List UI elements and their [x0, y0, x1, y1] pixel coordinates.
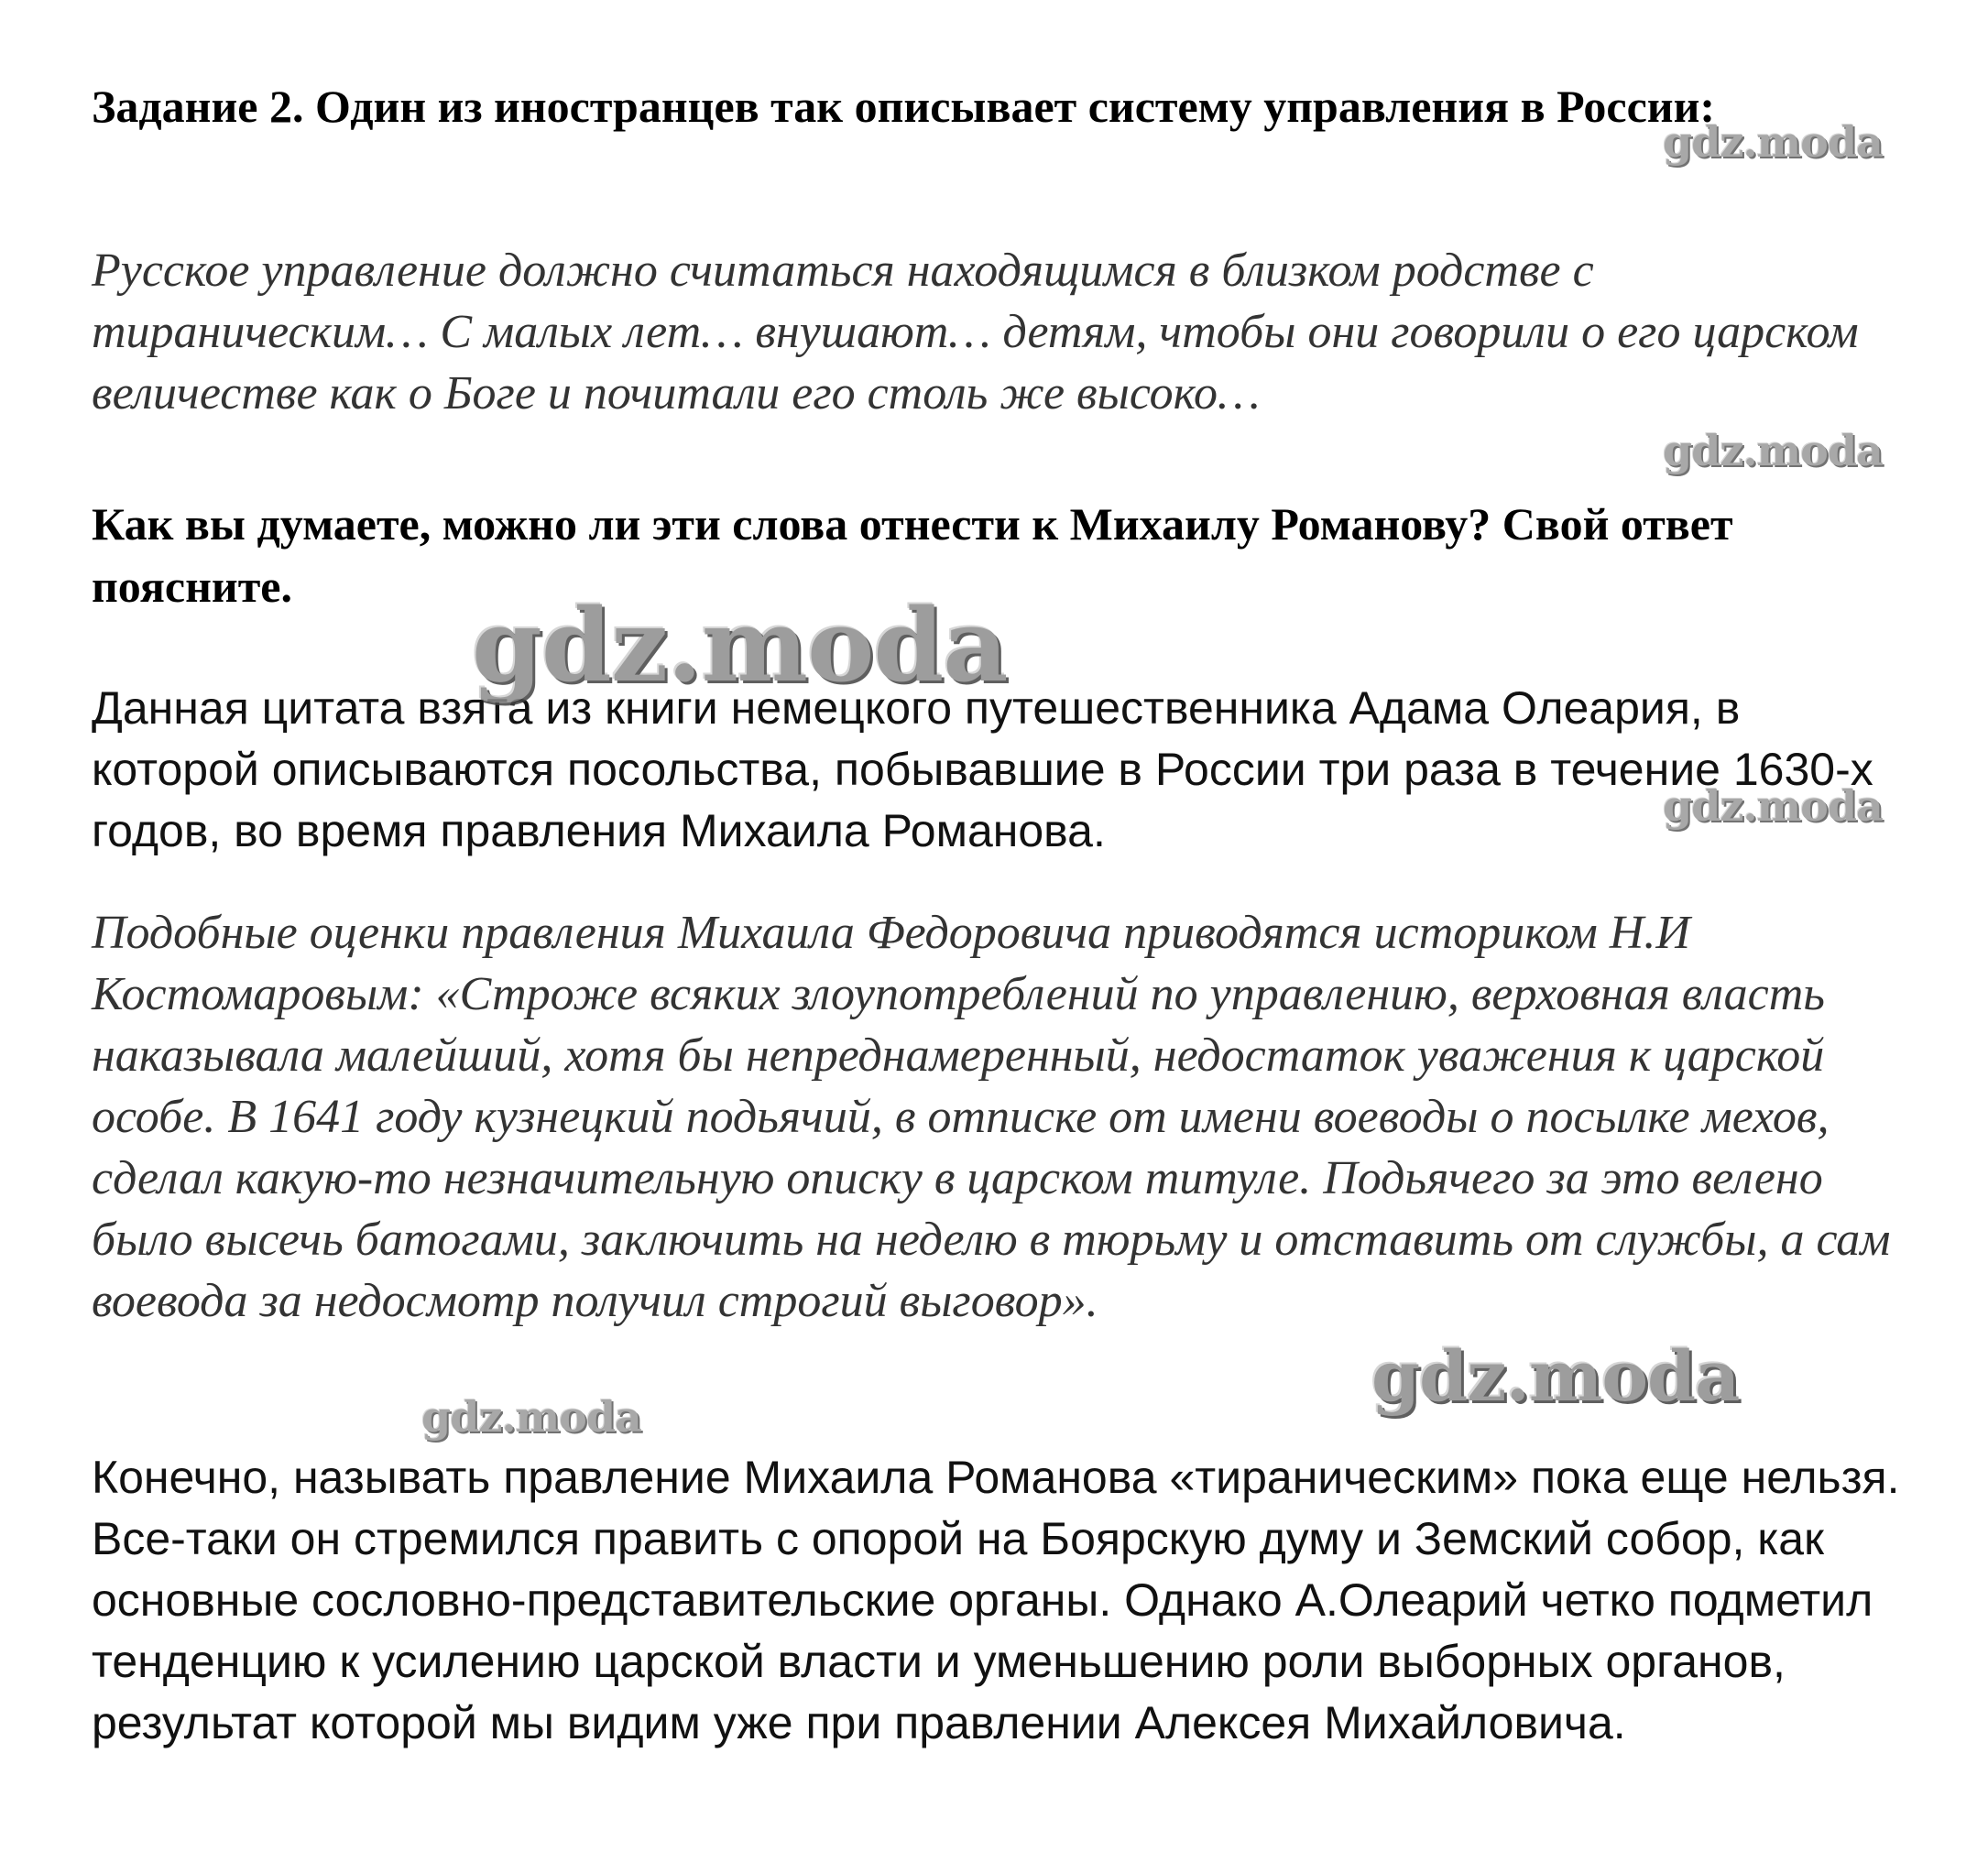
watermark-logo: gdz.moda [1663, 117, 1883, 167]
kostomarov-quote: Подобные оценки правления Михаила Федоровича приводятся историком Н.И Костомаровым: «Строже всяких злоупотреблений по управлению, верховная власть наказывала малейший, хотя бы непреднамеренный, недостаток уважения к царской особе. В 1641 году кузнецкий подьячий, в отписке от имени воеводы о посылке мехов, сделал какую-то незначительную описку в царском титуле. Подьячего за это велено было высечь батогами, заключить на неделю в тюрьму и отставить от службы, а сам воевода за недосмотр получил строгий выговор». [92, 907, 1891, 1327]
watermark-logo: gdz.moda [421, 1392, 641, 1442]
watermark-logo: gdz.moda [1371, 1335, 1740, 1417]
watermark-logo: gdz.moda [472, 586, 1008, 704]
watermark-logo: gdz.moda [1663, 781, 1883, 831]
task-title: Задание 2. Один из иностранцев так описывает систему управления в России: [92, 81, 1716, 132]
watermark-logo: gdz.moda [1663, 426, 1883, 475]
answer-paragraph-1: Данная цитата взята из книги немецкого путешественника Адама Олеария, в которой описываются посольства, побывавшие в России три раза в течение 1630-х годов, во время правления Михаила Романова. [92, 682, 1873, 856]
answer-paragraph-2: Конечно, называть правление Михаила Романова «тираническим» пока еще нельзя. Все-таки он стремился править с опорой на Боярскую думу и Земский собор, как основные сословно-представительские органы. Однако А.Олеарий четко подметил тенденцию к усилению царской власти и уменьшению роли выборных органов, результат которой мы видим уже при правлении Алексея Михайловича. [92, 1452, 1900, 1748]
task-question: Как вы думаете, можно ли эти слова отнести к Михаилу Романову? Свой ответ поясните. [92, 498, 1733, 612]
foreigner-quote: Русское управление должно считаться находящимся в близком родстве с тираническим… С малых лет… внушают… детям, чтобы они говорили о его царском величестве как о Боге и почитали его столь же высоко… [92, 245, 1859, 419]
